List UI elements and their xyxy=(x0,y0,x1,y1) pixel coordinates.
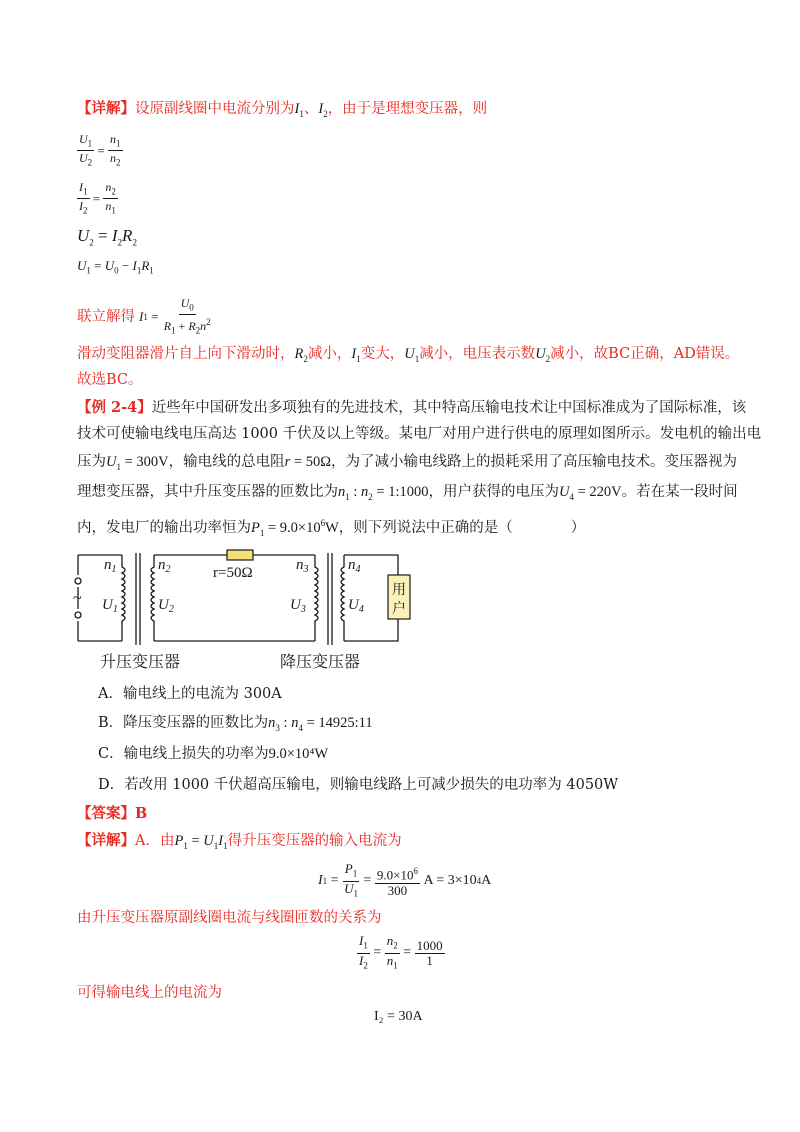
equation-u-ratio: $\frac{U_1}{U_2}$ = $\frac{n_1}{n_2}$ xyxy=(79,132,121,168)
user-label-2: 户 xyxy=(392,601,406,617)
equation-u2: $U_2 = I_2R_2$ xyxy=(77,226,137,248)
label-u4: $U_4$ xyxy=(348,597,364,615)
label-n4: $n_4$ xyxy=(348,557,361,575)
option-a[interactable]: A．输电线上的电流为 300A xyxy=(98,686,282,702)
conclusion-line: 滑动变阻器滑片自上向下滑动时，$R_2$减小，$I_1$变大，$U_1$减小，电压表示数$U_2$减小，故BC正确，AD错误。 xyxy=(77,346,740,364)
option-b[interactable]: B．降压变压器的匝数比为$n_3$ : $n_4$ = 14925:11 xyxy=(98,715,373,733)
resistor-label: r=50Ω xyxy=(213,565,253,581)
label-n3: $n_3$ xyxy=(296,557,309,575)
relation-line: 由升压变压器原副线圈电流与线圈匝数的关系为 xyxy=(77,910,382,926)
final-answer-line: 故选BC。 xyxy=(77,372,143,388)
equation-i1-value: I 1 = $\frac{P_1}{U_1}$ = $\frac{9.0\times 10^6}{300}$ A = 3×10 4 A xyxy=(318,861,492,899)
example-line-1: 【例 2-4】近些年中国研发出多项独有的先进技术，其中特高压输电技术让中国标准成为了国际标准，该 xyxy=(77,399,747,416)
detail2-line-a: 【详解】A．由$P_1 = U_1I_1$得升压变压器的输入电流为 xyxy=(77,832,402,851)
user-label-1: 用 xyxy=(392,582,406,598)
step-down-label: 降压变压器 xyxy=(280,652,361,671)
label-n1: $n_1$ xyxy=(104,557,117,575)
example-line-4: 理想变压器，其中升压变压器的匝数比为$n_1$ : $n_2$ = 1:1000，用户获得的电压为$U_4 = 220V$。若在某一段时间 xyxy=(77,484,738,502)
result-label: 可得输电线上的电流为 xyxy=(77,985,222,1001)
detail-intro-line: 【详解】设原副线圈中电流分别为$I_1$、$I_2$，由于是理想变压器，则 xyxy=(77,100,488,119)
step-up-label: 升压变压器 xyxy=(100,652,181,671)
label-u1: $U_1$ xyxy=(102,597,118,615)
label-u3: $U_3$ xyxy=(290,597,306,615)
resistor-r xyxy=(227,550,253,560)
transformer-circuit-diagram xyxy=(70,545,430,675)
detail-tag: 【详解】 xyxy=(77,100,135,117)
equation-turns-ratio: $\frac{I_1}{I_2}$ = $\frac{n_2}{n_1}$ = $\frac{1000}{1}$ xyxy=(359,933,443,971)
example-tag: 【例 2-4】 xyxy=(77,399,152,416)
label-u2: $U_2$ xyxy=(158,597,174,615)
example-line-3: 压为$U_1 = 300V$，输电线的总电阻r = 50Ω，为了减小输电线路上的损耗采用了高压输电技术。变压器视为 xyxy=(77,454,738,472)
example-line-5: 内，发电厂的输出功率恒为$P_1 = 9.0\times 10^6W$，则下列说法中正确的是（ ） xyxy=(77,518,586,538)
solve-line: 联立解得 I 1 = $\frac{U_0}{R_1 + R_2n^2}$ xyxy=(77,296,211,336)
answer-line: 【答案】B xyxy=(77,805,148,822)
equation-i-ratio: $\frac{I_1}{I_2}$ = $\frac{n_2}{n_1}$ xyxy=(79,180,116,216)
label-n2: $n_2$ xyxy=(158,557,171,575)
example-line-2: 技术可使输电线电压高达 1000 千伏及以上等级。某电厂对用户进行供电的原理如图所示。发电机的输出电 xyxy=(77,426,762,442)
option-c[interactable]: C．输电线上损失的功率为9.0×10⁴W xyxy=(98,746,329,762)
equation-i2-value: I₂ = 30A xyxy=(374,1009,423,1024)
equation-u1: $U_1 = U_0 - I_1R_1$ xyxy=(77,258,154,276)
option-d[interactable]: D．若改用 1000 千伏超高压输电，则输电线路上可减少损失的电功率为 4050W xyxy=(98,777,619,793)
answer-value: B xyxy=(135,805,148,822)
ac-source-symbol: ~ xyxy=(73,590,82,607)
